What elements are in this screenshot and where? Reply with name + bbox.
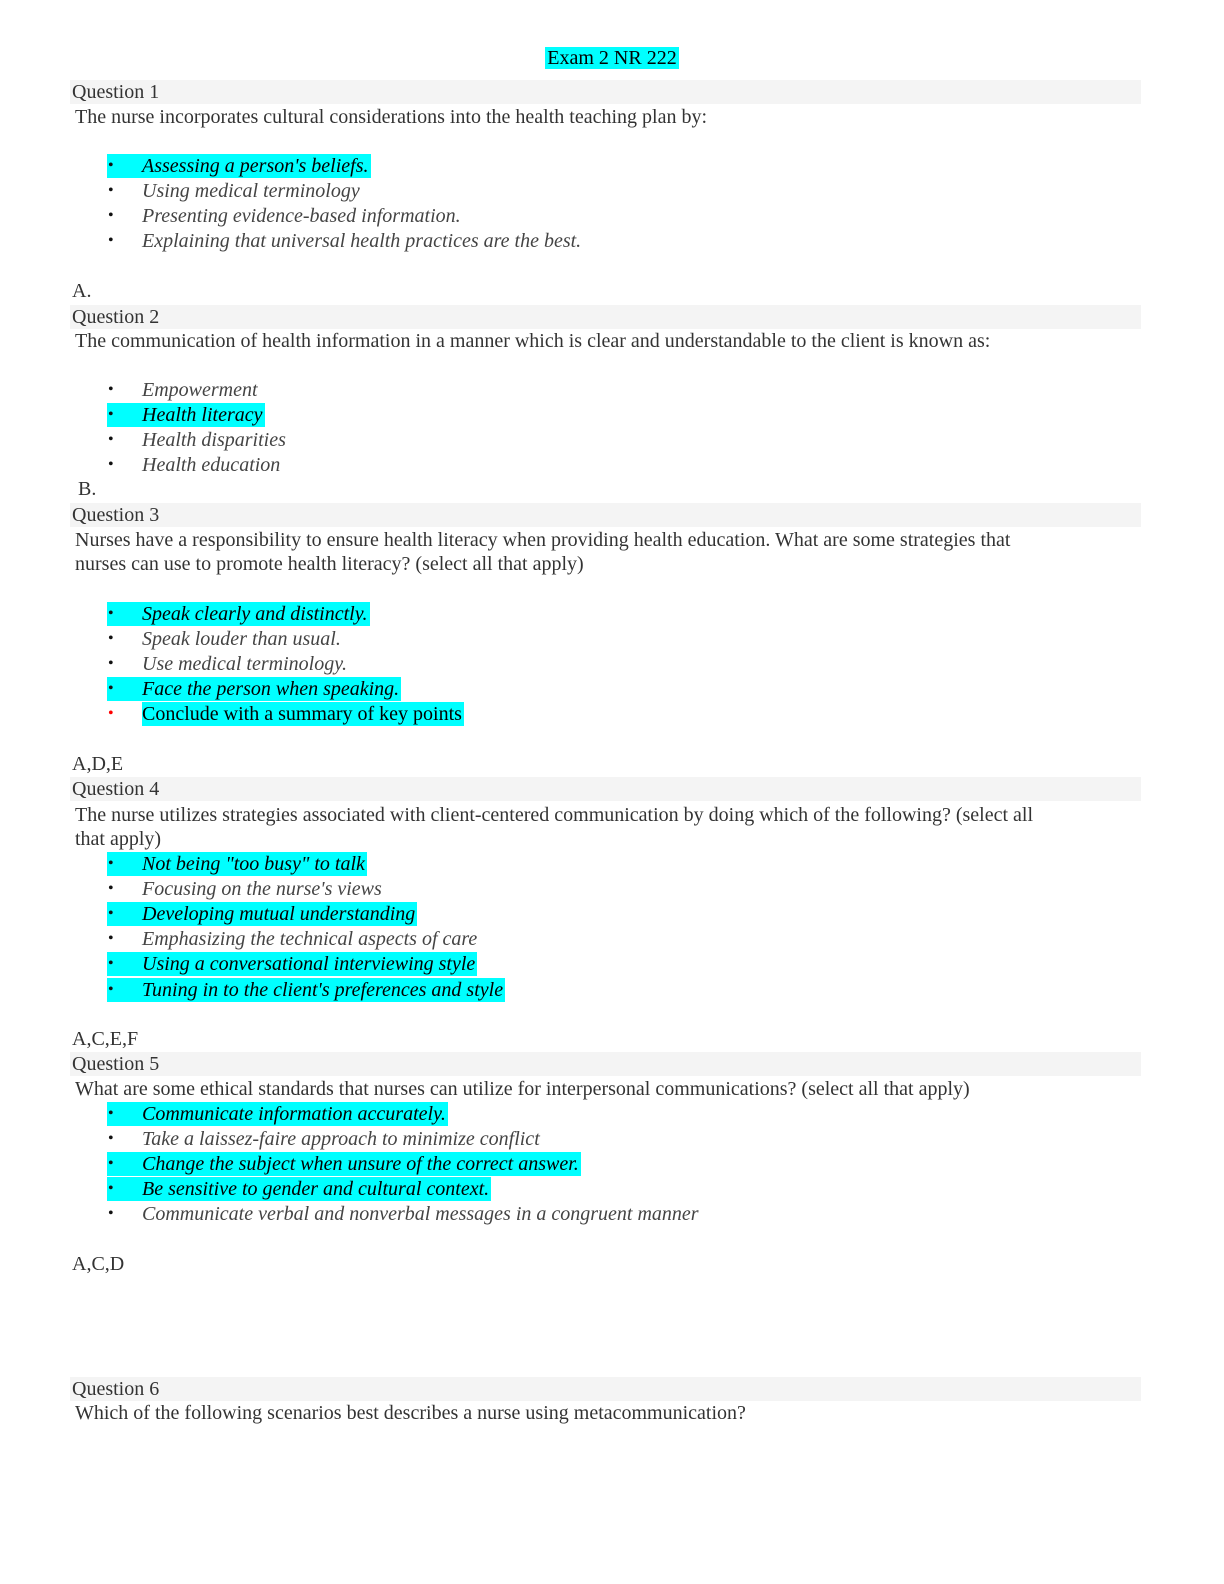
bullet-icon: • <box>108 1180 114 1197</box>
option-text: Take a laissez-faire approach to minimize conflict <box>142 1128 540 1150</box>
bullet-icon: • <box>108 1105 114 1122</box>
bullet-icon: • <box>108 680 114 697</box>
question-label: Question 1 <box>72 81 160 103</box>
bullet-icon: • <box>108 705 114 722</box>
question-text: Nurses have a responsibility to ensure health literacy when providing health education. What are some strategies that <box>75 529 1011 551</box>
answer-option <box>107 428 286 452</box>
answer-option <box>107 453 280 477</box>
bullet-icon: • <box>108 381 114 398</box>
answer-option <box>107 403 265 427</box>
bullet-icon: • <box>108 855 114 872</box>
answer-option <box>107 902 417 926</box>
option-text: Communicate information accurately. <box>142 1103 446 1125</box>
option-text: Be sensitive to gender and cultural context. <box>142 1178 490 1200</box>
answer-option <box>107 677 401 701</box>
question-header-bar <box>70 1377 1141 1401</box>
option-text: Empowerment <box>142 379 258 401</box>
bullet-icon: • <box>108 207 114 224</box>
answer-option <box>107 852 367 876</box>
option-text: Emphasizing the technical aspects of care <box>142 928 478 950</box>
answer-option <box>107 229 581 253</box>
question-text: nurses can use to promote health literacy? (select all that apply) <box>75 553 584 575</box>
option-text: Presenting evidence-based information. <box>142 205 461 227</box>
option-text: Explaining that universal health practices are the best. <box>142 230 582 252</box>
question-header-bar <box>70 503 1141 527</box>
question-label: Question 6 <box>72 1378 160 1400</box>
question-header-bar <box>70 777 1141 801</box>
answer-option <box>107 1127 540 1151</box>
bullet-icon: • <box>108 431 114 448</box>
bullet-icon: • <box>108 406 114 423</box>
question-label: Question 5 <box>72 1053 160 1075</box>
option-text: Change the subject when unsure of the correct answer. <box>142 1153 579 1175</box>
option-text: Tuning in to the client's preferences and style <box>142 979 504 1001</box>
option-text: Health education <box>142 454 281 476</box>
option-text: Not being "too busy" to talk <box>142 853 365 875</box>
answer-option <box>107 952 477 976</box>
answer-option <box>107 978 505 1002</box>
answer-key: A. <box>72 280 92 302</box>
option-text: Use medical terminology. <box>142 653 347 675</box>
answer-option <box>107 702 464 726</box>
question-text: Which of the following scenarios best describes a nurse using metacommunication? <box>75 1402 746 1424</box>
bullet-icon: • <box>108 880 114 897</box>
question-header-bar <box>70 305 1141 329</box>
answer-key: A,C,D <box>72 1253 125 1275</box>
bullet-icon: • <box>108 981 114 998</box>
bullet-icon: • <box>108 182 114 199</box>
bullet-icon: • <box>108 905 114 922</box>
answer-key: B. <box>78 478 97 500</box>
answer-key: A,C,E,F <box>72 1028 139 1050</box>
answer-option <box>107 378 258 402</box>
question-label: Question 2 <box>72 306 160 328</box>
document-title <box>0 46 1224 70</box>
question-label: Question 3 <box>72 504 160 526</box>
bullet-icon: • <box>108 157 114 174</box>
answer-option <box>107 204 461 228</box>
answer-option <box>107 602 370 626</box>
question-text: What are some ethical standards that nurses can utilize for interpersonal communications? (select all that apply) <box>75 1078 970 1100</box>
answer-option <box>107 927 477 951</box>
question-text: The nurse utilizes strategies associated with client-centered communication by doing which of the following? (select all <box>75 804 1034 826</box>
answer-option <box>107 154 371 178</box>
bullet-icon: • <box>108 955 114 972</box>
option-text: Speak clearly and distinctly. <box>142 603 368 625</box>
answer-option <box>107 1102 448 1126</box>
bullet-icon: • <box>108 630 114 647</box>
bullet-icon: • <box>108 1205 114 1222</box>
bullet-icon: • <box>108 930 114 947</box>
bullet-icon: • <box>108 655 114 672</box>
option-text: Using medical terminology <box>142 180 360 202</box>
bullet-icon: • <box>108 232 114 249</box>
bullet-icon: • <box>108 456 114 473</box>
answer-option <box>107 877 382 901</box>
question-header-bar <box>70 1052 1141 1076</box>
option-text: Health disparities <box>142 429 286 451</box>
title-text: Exam 2 NR 222 <box>547 47 677 69</box>
option-text: Communicate verbal and nonverbal messages in a congruent manner <box>142 1203 699 1225</box>
option-text: Health literacy <box>142 404 263 426</box>
answer-option <box>107 1152 581 1176</box>
option-text: Face the person when speaking. <box>142 678 400 700</box>
option-text: Developing mutual understanding <box>142 903 416 925</box>
answer-key: A,D,E <box>72 753 124 775</box>
bullet-icon: • <box>108 1130 114 1147</box>
option-text: Focusing on the nurse's views <box>142 878 382 900</box>
option-text: Conclude with a summary of key points <box>142 703 462 725</box>
option-text: Speak louder than usual. <box>142 628 341 650</box>
answer-option <box>107 627 341 651</box>
bullet-icon: • <box>108 605 114 622</box>
option-text: Assessing a person's beliefs. <box>142 155 369 177</box>
question-text: The communication of health information in a manner which is clear and understandable to the client is known as: <box>75 330 991 352</box>
answer-option <box>107 179 360 203</box>
question-label: Question 4 <box>72 778 160 800</box>
option-text: Using a conversational interviewing style <box>142 953 476 975</box>
question-text: The nurse incorporates cultural considerations into the health teaching plan by: <box>75 106 708 128</box>
bullet-icon: • <box>108 1155 114 1172</box>
question-text: that apply) <box>75 828 162 850</box>
answer-option <box>107 1177 491 1201</box>
question-header-bar <box>70 80 1141 104</box>
answer-option <box>107 1202 699 1226</box>
answer-option <box>107 652 347 676</box>
